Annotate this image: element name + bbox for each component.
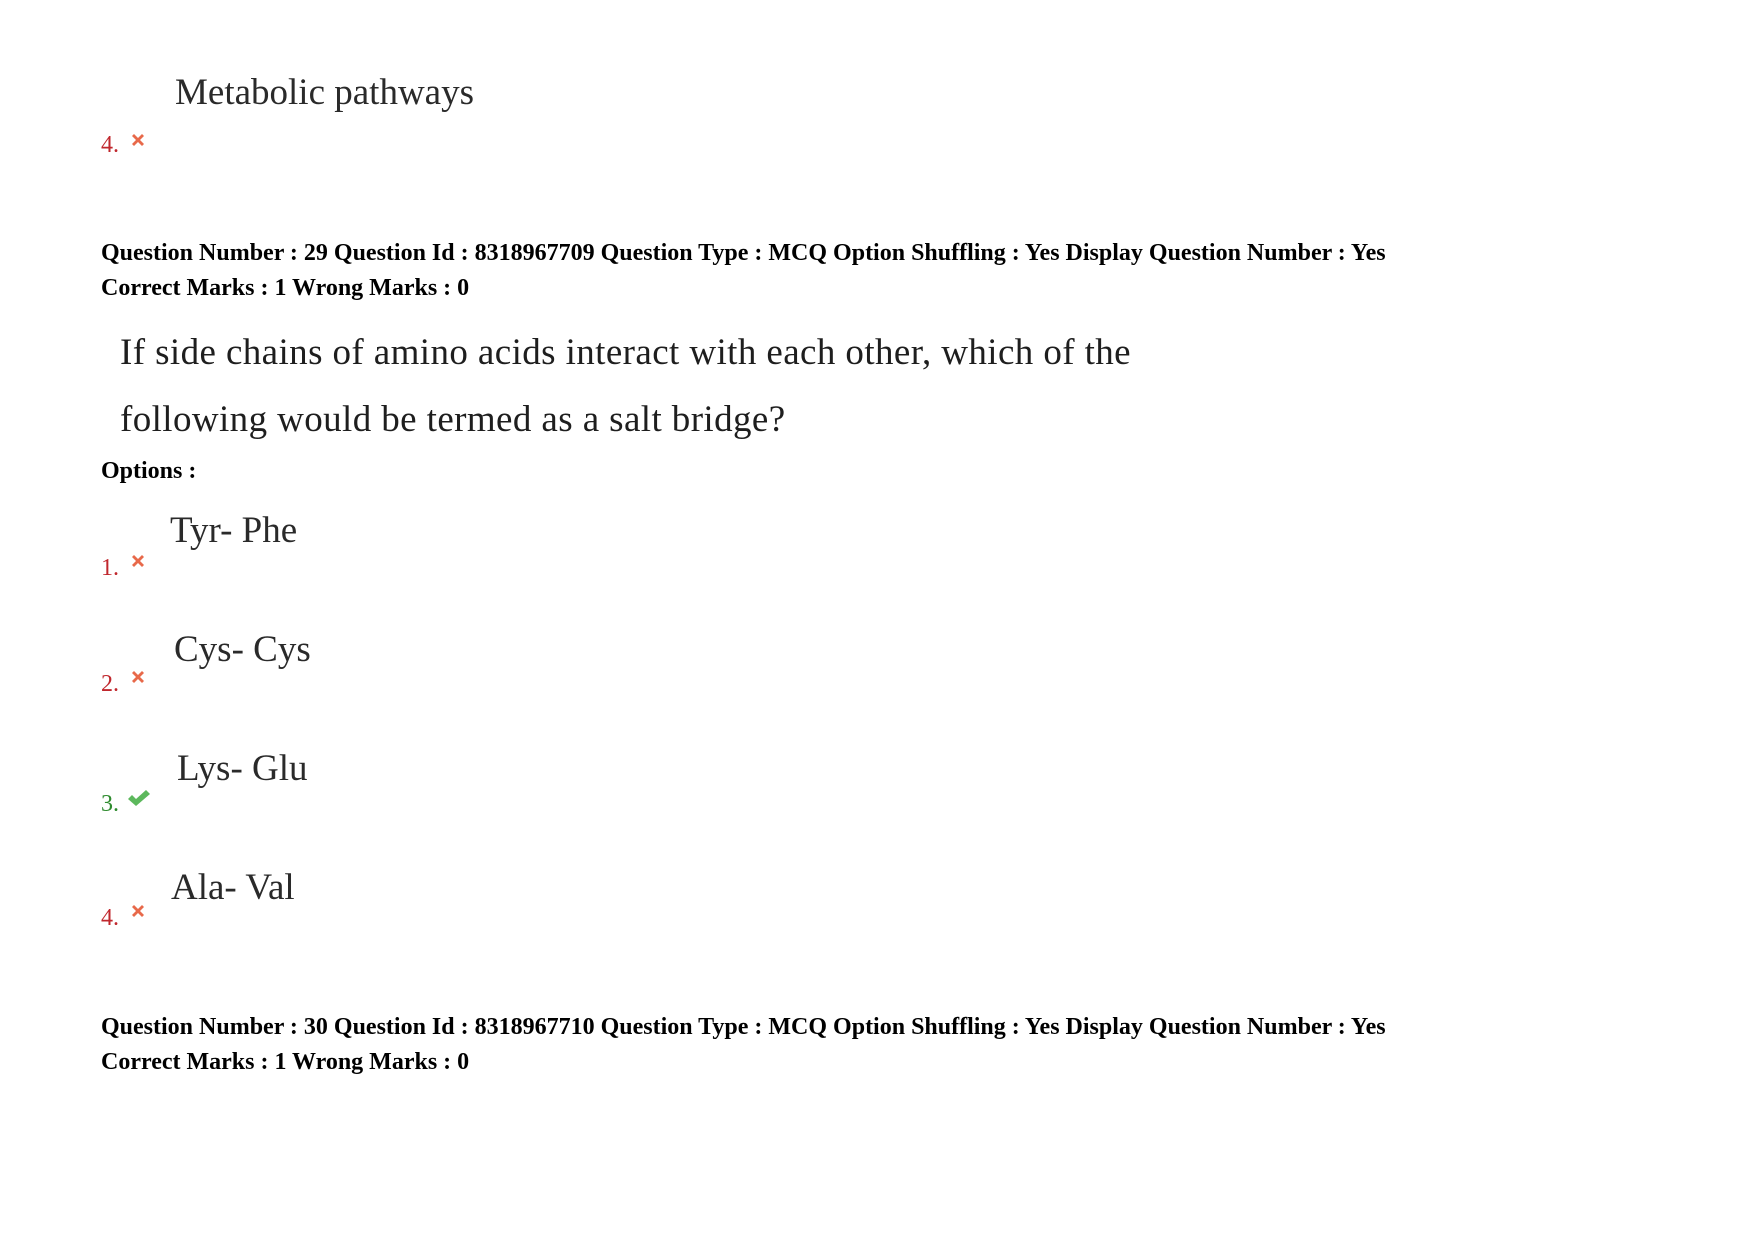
option-2-text: Cys- Cys (174, 629, 311, 670)
options-label: Options : (101, 458, 197, 484)
q29-question-line-1: If side chains of amino acids interact with each other, which of the (120, 332, 1132, 373)
option-4-text: Ala- Val (171, 867, 295, 908)
q30-meta-line-2: Correct Marks : 1 Wrong Marks : 0 (101, 1049, 470, 1075)
option-1-text: Tyr- Phe (170, 510, 298, 551)
prev-option-4-text: Metabolic pathways (175, 72, 474, 113)
cross-icon (129, 668, 147, 686)
q30-meta-line-1: Question Number : 30 Question Id : 8318967710 Question Type : MCQ Option Shuffling : Yes Display Question Number : Yes (101, 1014, 1386, 1040)
option-3-number: 3. (101, 791, 119, 817)
check-icon (126, 788, 152, 808)
q29-meta-line-1: Question Number : 29 Question Id : 8318967709 Question Type : MCQ Option Shuffling : Yes Display Question Number : Yes (101, 240, 1386, 266)
cross-icon (129, 552, 147, 570)
cross-icon (129, 902, 147, 920)
q29-meta-line-2: Correct Marks : 1 Wrong Marks : 0 (101, 275, 470, 301)
prev-option-4-number: 4. (101, 132, 119, 158)
option-2-number: 2. (101, 671, 119, 697)
q29-question-line-2: following would be termed as a salt bridge? (120, 399, 786, 440)
option-3-text: Lys- Glu (177, 748, 308, 789)
cross-icon (129, 131, 147, 149)
option-1-number: 1. (101, 555, 119, 581)
option-4-number: 4. (101, 905, 119, 931)
